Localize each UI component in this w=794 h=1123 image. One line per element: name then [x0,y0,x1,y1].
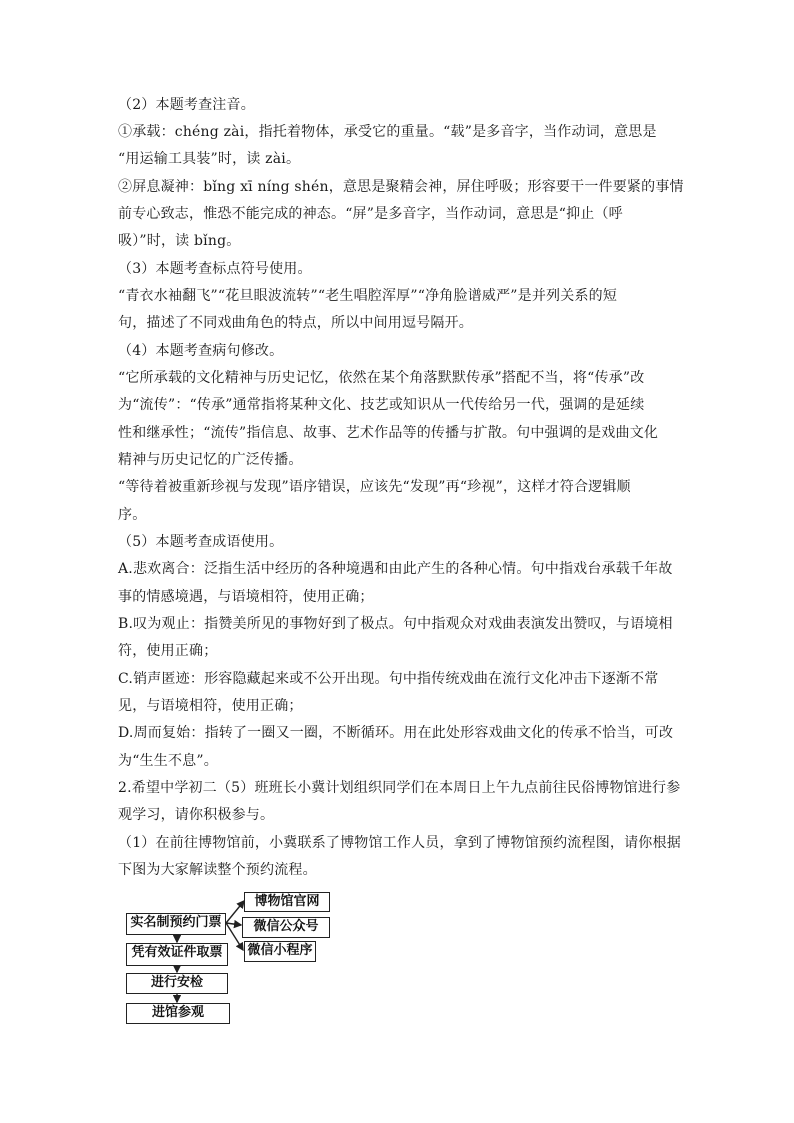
text-line: 为“流传”：“传承”通常指将某种文化、技艺或知识从一代传给另一代，强调的是延续 [118,397,645,413]
text-line: 吸）”时，读 bǐng。 [118,233,241,249]
text-line: 性和继承性；“流传”指信息、故事、艺术作品等的传播与扩散。句中强调的是戏曲文化 [118,425,659,441]
text-line: 序。 [118,507,147,523]
text-line: 前专心致志，惟恐不能完成的神态。“屏”是多音字，当作动词，意思是“抑止（呼 [118,206,623,222]
channel-label: 微信小程序 [247,943,313,958]
text-line: “用运输工具装”时，读 zài。 [118,151,301,167]
text-line: （5）本题考查成语使用。 [118,534,284,550]
text-line: （3）本题考查标点符号使用。 [118,261,312,277]
text-line: （4）本题考查病句修改。 [118,343,284,359]
text-line: 精神与历史记忆的广泛传播。 [118,452,303,468]
text-line: 事的情感境遇，与语境相符，使用正确； [118,589,374,605]
step-label: 凭有效证件取票 [131,945,223,960]
channel-label: 微信公众号 [253,919,319,934]
text-line: A.悲欢离合：泛指生活中经历的各种境遇和由此产生的各种心情。句中指戏台承载千年故 [118,561,673,577]
text-line: 为“生生不息”。 [118,753,218,769]
step-label: 实名制预约门票 [130,915,222,930]
text-line: “等待着被重新珍视与发现”语序错误，应该先“发现”再“珍视”，这样才符合逻辑顺 [118,479,631,495]
text-line: 句，描述了不同戏曲角色的特点，所以中间用逗号隔开。 [118,315,473,331]
text-line: 2.希望中学初二（5）班班长小冀计划组织同学们在本周日上午九点前往民俗博物馆进行参 [118,780,681,796]
text-line: “它所承载的文化精神与历史记忆，依然在某个角落默默传承”搭配不当，将“传承”改 [118,370,645,386]
text-line: ①承载：chéng zài，指托着物体，承受它的重量。“载”是多音字，当作动词，意思是 [118,124,657,140]
text-line: （2）本题考查注音。 [118,97,255,113]
text-line: C.销声匿迹：形容隐藏起来或不公开出现。句中指传统戏曲在流行文化冲击下逐渐不常 [118,671,659,687]
step-label: 进行安检 [150,975,203,990]
text-line: 符，使用正确； [118,643,218,659]
text-line: B.叹为观止：指赞美所见的事物好到了极点。句中指观众对戏曲表演发出赞叹，与语境相 [118,616,673,632]
text-line: “青衣水袖翻飞”“花旦眼波流转”“老生唱腔浑厚”“净角脸谱威严”是并列关系的短 [118,288,618,304]
text-line: （1）在前往博物馆前，小冀联系了博物馆工作人员，拿到了博物馆预约流程图，请你根据 [118,835,681,851]
text-line: 下图为大家解读整个预约流程。 [118,862,317,878]
text-line: D.周而复始：指转了一圈又一圈，不断循环。用在此处形容戏曲文化的传承不恰当，可改 [118,725,674,741]
channel-label: 博物馆官网 [254,894,320,909]
text-line: ②屏息凝神：bǐng xī níng shén，意思是聚精会神，屏住呼吸；形容要干一件要紧的事情 [118,179,684,195]
step-label: 进馆参观 [151,1005,204,1020]
text-line: 观学习，请你积极参与。 [118,807,275,823]
text-line: 见，与语境相符，使用正确； [118,698,303,714]
